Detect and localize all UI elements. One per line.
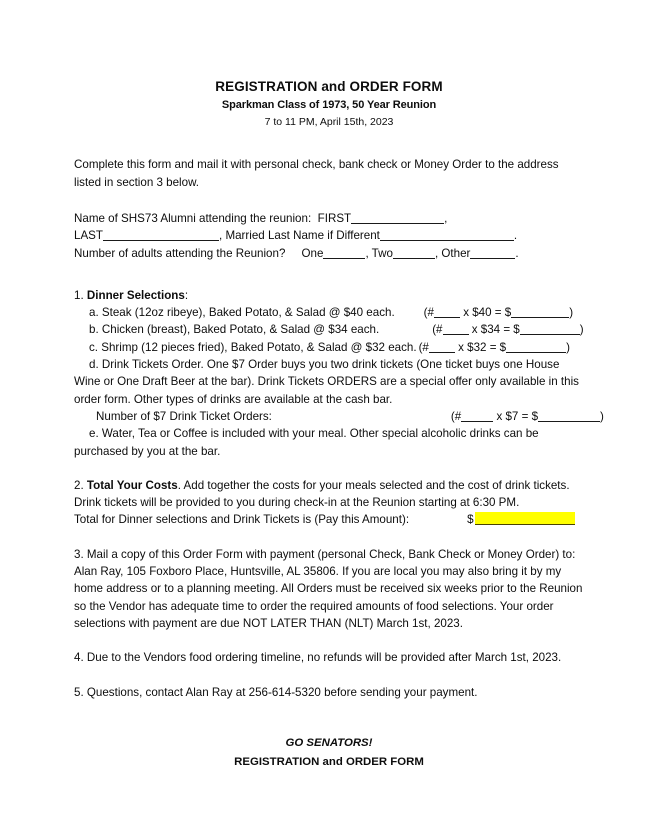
calc-mid-text: x $32 = $ (458, 340, 507, 354)
section-total-your-costs (74, 477, 584, 529)
spacer (74, 191, 584, 210)
spacer (74, 460, 584, 477)
adults-question-label: Number of adults attending the Reunion? (74, 246, 286, 260)
spacer (74, 701, 584, 735)
adults-one-label: One (301, 246, 324, 260)
first-name-input[interactable] (351, 212, 444, 224)
drink-ticket-order-line (74, 408, 604, 425)
calc-open-paren: (# (432, 323, 443, 337)
first-name-suffix: , (444, 211, 448, 225)
steak-total-input[interactable] (511, 306, 569, 318)
adults-two-label: , Two (365, 246, 393, 260)
chicken-total-input[interactable] (520, 323, 580, 335)
section1-heading (74, 287, 584, 304)
married-name-suffix: . (513, 229, 518, 243)
alumni-name-prefix: Name of SHS73 Alumni attending the reunion: (74, 211, 312, 225)
section1-title: Dinner Selections (86, 288, 185, 302)
married-name-input[interactable] (380, 229, 514, 241)
footer-title: REGISTRATION and ORDER FORM (234, 755, 424, 768)
dinner-option-chicken-calc (432, 321, 583, 338)
document-header (74, 78, 584, 130)
drink-ticket-order-calc (451, 408, 604, 425)
calc-open-paren: (# (450, 409, 462, 423)
spacer (74, 529, 584, 546)
section2-title: Total Your Costs (86, 478, 178, 492)
last-name-input[interactable] (103, 229, 219, 241)
steak-quantity-input[interactable] (434, 306, 460, 318)
adults-other-input[interactable] (470, 247, 515, 259)
alumni-name-line (74, 210, 584, 227)
section-mailing-instructions: 3. Mail a copy of this Order Form with payment (personal Check, Bank Check or Money Order) to: Alan Ray, 105 Foxboro Place, Huntsville, AL 35806. If you are local you may also bring it by my home address or to a planning meeting. All Orders must be received six weeks prior to the Reunion so the Vendor has adequate time to order the required amounts of food selections. Your order selections with payment are due NOT LATER THAN (NLT) March 1st, 2023. (74, 547, 583, 630)
section-questions: 5. Questions, contact Alan Ray at 256-614-5320 before sending your payment. (74, 685, 478, 699)
calc-close-paren: ) (566, 340, 571, 354)
adults-count-line (74, 245, 584, 262)
drink-ticket-order-label: Number of $7 Drink Ticket Orders: (96, 409, 272, 423)
dinner-option-steak-label: a. Steak (12oz ribeye), Baked Potato, & Salad @ $40 each. (89, 306, 395, 320)
adults-suffix: . (515, 246, 519, 260)
calc-open-paren: (# (423, 306, 434, 320)
calc-close-paren: ) (600, 409, 604, 423)
document-footer (74, 735, 584, 771)
adults-two-input[interactable] (393, 247, 435, 259)
drink-ticket-quantity-input[interactable] (461, 410, 493, 422)
spacer (74, 667, 584, 684)
document-dateline: 7 to 11 PM, April 15th, 2023 (264, 116, 394, 129)
calc-close-paren: ) (569, 306, 574, 320)
spacer (74, 262, 584, 287)
drink-tickets-description: d. Drink Tickets Order. One $7 Order buys you two drink tickets (One ticket buys one House Wine or One Draft Beer at the bar). Drink Tickets ORDERS are a special offer only available in this order form. Other types of drinks are available at the cash bar. (74, 358, 579, 406)
shrimp-quantity-input[interactable] (429, 341, 455, 353)
dinner-option-steak (74, 304, 584, 321)
chicken-quantity-input[interactable] (443, 323, 469, 335)
section-dinner-selections (74, 287, 604, 460)
dinner-option-chicken-label: b. Chicken (breast), Baked Potato, & Salad @ $34 each. (89, 323, 380, 337)
footer-cheer: GO SENATORS! (285, 736, 373, 749)
attendee-fields (74, 210, 584, 262)
adults-other-label: , Other (434, 246, 471, 260)
total-amount-label: Total for Dinner selections and Drink Tickets is (Pay this Amount): (74, 513, 410, 527)
currency-symbol: $ (467, 513, 474, 527)
spacer (74, 632, 584, 649)
last-name-line (74, 227, 584, 244)
shrimp-total-input[interactable] (506, 341, 566, 353)
dinner-option-shrimp-calc (419, 339, 570, 356)
total-amount-input[interactable] (475, 512, 575, 525)
calc-mid-text: x $34 = $ (471, 323, 520, 337)
intro-paragraph: Complete this form and mail it with personal check, bank check or Money Order to the address listed in section 3 below. (74, 158, 559, 189)
beverages-included-note: e. Water, Tea or Coffee is included with your meal. Other special alcoholic drinks can be purchased by you at the bar. (74, 427, 539, 458)
drink-ticket-total-input[interactable] (538, 410, 600, 422)
section2-number: 2. (74, 478, 84, 492)
adults-one-input[interactable] (323, 247, 365, 259)
calc-mid-text: x $40 = $ (463, 306, 512, 320)
dinner-option-shrimp-label: c. Shrimp (12 pieces fried), Baked Potato, & Salad @ $32 each. (89, 340, 417, 354)
total-amount-line (74, 511, 584, 528)
first-name-label: FIRST (317, 211, 352, 225)
dinner-option-shrimp (74, 339, 584, 356)
calc-mid-text: x $7 = $ (496, 409, 539, 423)
section-refund-policy: 4. Due to the Vendors food ordering timeline, no refunds will be provided after March 1st, 2023. (74, 651, 562, 665)
last-name-label: LAST (74, 229, 103, 243)
calc-open-paren: (# (418, 340, 429, 354)
page-title: REGISTRATION and ORDER FORM (215, 79, 443, 94)
section1-heading-suffix: : (184, 288, 189, 302)
married-name-label: , Married Last Name if Different (219, 229, 380, 243)
dinner-option-steak-calc (424, 304, 573, 321)
section2-paragraph (74, 477, 584, 512)
section1-number: 1. (74, 288, 84, 302)
calc-close-paren: ) (579, 323, 584, 337)
dinner-option-chicken (74, 321, 584, 338)
section2-body: . Add together the costs for your meals selected and the cost of drink tickets. Drink tickets will be provided to you during check-in at the Reunion starting at 6:30 PM. (74, 478, 570, 510)
document-subtitle: Sparkman Class of 1973, 50 Year Reunion (221, 99, 437, 112)
